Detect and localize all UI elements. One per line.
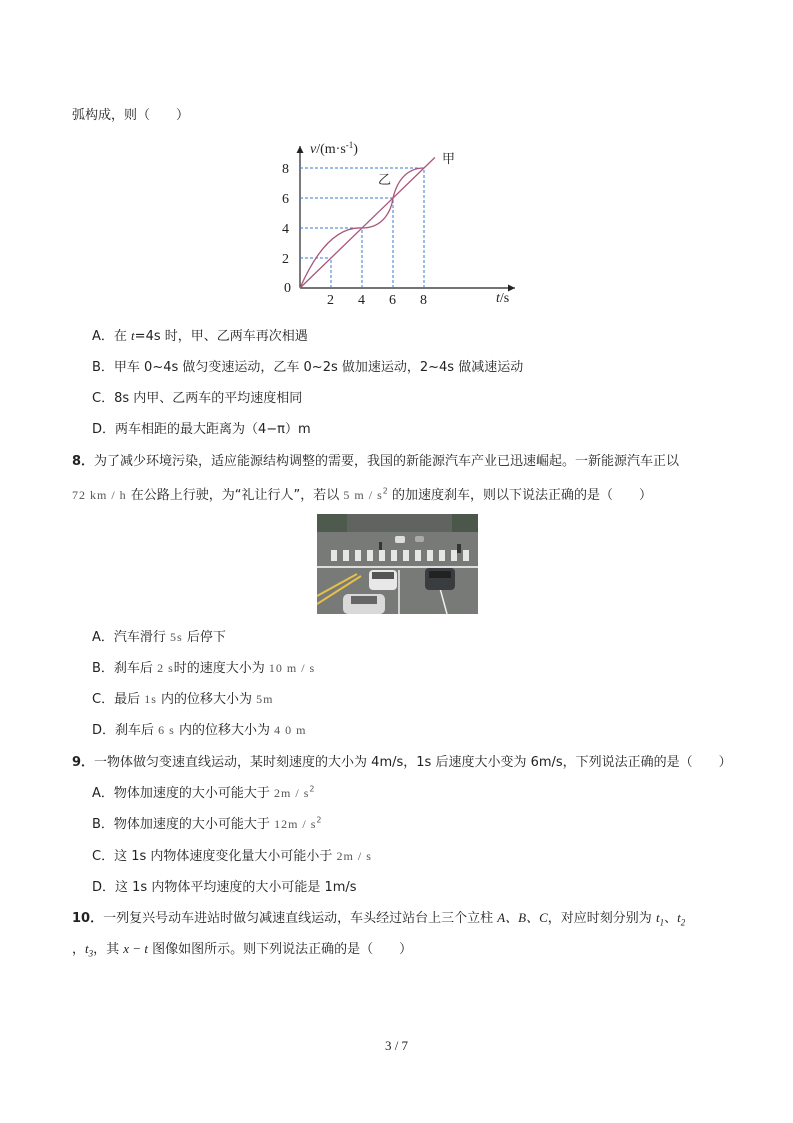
- y-tick-8: 8: [282, 162, 289, 177]
- y-tick-4: 4: [282, 222, 289, 237]
- q9-option-a: A．物体加速度的大小可能大于 $2m / s^2$: [92, 784, 315, 801]
- q7-option-c: C．8s 内甲、乙两车的平均速度相同: [92, 391, 303, 406]
- q10-stem-line2: ，$t_3$，其 x − t 图像如图所示。则下列说法正确的是（ ）: [72, 941, 413, 959]
- series-jia-line: [300, 158, 435, 289]
- x-tick-4: 4: [358, 293, 365, 308]
- q7-option-d: D．两车相距的最大距离为（4−π）m: [92, 422, 311, 437]
- y-axis-label: $v/(m\cdot s^{-1})$: [310, 140, 358, 157]
- x-tick-2: 2: [327, 293, 334, 308]
- q9-option-c: C．这 1s 内物体速度变化量大小可能小于 2m / s: [92, 849, 372, 864]
- q8-option-b: B．刹车后 2 s时的速度大小为 10 m / s: [92, 661, 316, 676]
- y-tick-2: 2: [282, 252, 289, 267]
- q9-stem: 9．一物体做匀变速直线运动，某时刻速度的大小为 4m/s，1s 后速度大小变为 6m/s，下列说法正确的是（ ）: [72, 755, 732, 770]
- vt-graph: [270, 138, 530, 308]
- y-tick-6: 6: [282, 192, 289, 207]
- q9-option-d: D．这 1s 内物体平均速度的大小可能是 1m/s: [92, 880, 357, 895]
- q8-option-c: C．最后 1s 内的位移大小为 5m: [92, 692, 274, 707]
- x-tick-6: 6: [389, 293, 396, 308]
- series-label-yi: 乙: [378, 173, 392, 188]
- page-number: 3 / 7: [384, 1038, 409, 1053]
- q9-option-b: B．物体加速度的大小可能大于 $12m / s^2$: [92, 815, 322, 832]
- x-axis-label: t/s: [496, 291, 510, 306]
- q8-stem-line1: 8．为了减少环境污染，适应能源结构调整的需要，我国的新能源汽车产业已迅速崛起。一新能源汽车正以: [72, 454, 680, 469]
- q8-option-d: D．刹车后 6 s 内的位移大小为 4 0 m: [92, 723, 307, 738]
- q7-option-a: A．在 t=4s 时，甲、乙两车再次相遇: [92, 328, 308, 344]
- q8-option-a: A．汽车滑行 5s 后停下: [92, 630, 226, 645]
- q7-option-b: B．甲车 0~4s 做匀变速运动，乙车 0~2s 做加速运动，2~4s 做减速运动: [92, 360, 524, 375]
- q8-stem-line2: 72 km / h 在公路上行驶，为“礼让行人”，若以 5 m / $s^2$ 的加速度刹车，则以下说法正确的是（ ）: [72, 486, 652, 503]
- x-tick-8: 8: [420, 293, 427, 308]
- q10-stem-line1: 10．一列复兴号动车进站时做匀减速直线运动，车头经过站台上三个立柱 A、B、C，对应时刻分别为 $t_1$、$t_2$: [72, 910, 686, 928]
- origin-label: 0: [284, 281, 291, 296]
- q7-intro: 弧构成，则（ ）: [72, 108, 190, 123]
- series-label-jia: 甲: [442, 152, 456, 167]
- road-photo: [317, 514, 478, 614]
